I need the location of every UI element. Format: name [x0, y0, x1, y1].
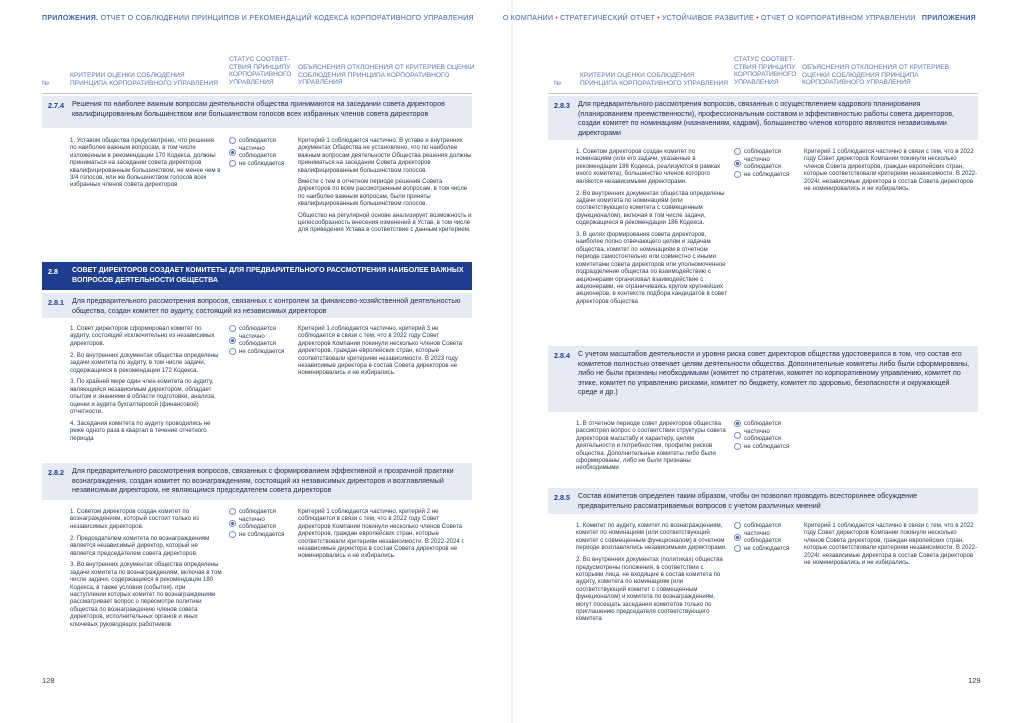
criteria-2-8-3: 1. Советом директоров создан комитет по номинациям (или его задачи, указанные в рекомендации 186 Кодекса, реализуются в рамках иного комитета), большинство членов которого являются независимыми директорами. 2. Во внутренних документах общества определены задачи комитета по номинациям (или соответствующего комитета с совмещенным функционалом), включая в том числе задачи, содержащиеся в рекомендации 186 Кодекса. 3. В целях формирования совета директоров, наиболее полно отвечающего целям и задачам общества, комитет по номинациям в отчетном периоде самостоятельно или совместно с иными комитетами совета директоров или уполномоченное подразделение общества по взаимодействию с акционерами организовал взаимодействие с акционерами, не ограничиваясь кругом крупнейших акционеров, в контексте подбора кандидатов в совет директоров общества: [576, 148, 728, 305]
radio-checked-icon: [229, 337, 236, 344]
running-head-title: ОТЧЕТ О СОБЛЮДЕНИИ ПРИНЦИПОВ И РЕКОМЕНДАЦИЙ КОДЕКСА КОРПОРАТИВНОГО УПРАВЛЕНИЯ: [100, 15, 474, 22]
criteria-2-8-5: 1. Комитет по аудиту, комитет по вознаграждениям, комитет по номинациям (или соответствующий комитет с совмещенным функционалом) в отчетном периоде возглавлялись независимыми директорами. 2. Во внутренних документах (политиках) общества предусмотрены положения, в соответствии с которыми лица, не входящие в состав комитета по аудиту, комитета по номинациям (или соответствующий комитет с совмещенным функционалом) и комитета по вознаграждениям, могут посещать заседания комитетов только по приглашению председателя соответствующего комитета: [576, 522, 727, 623]
col-header-criteria: КРИТЕРИИ ОЦЕНКИ СОБЛЮДЕНИЯ ПРИНЦИПА КОРПОРАТИВНОГО УПРАВЛЕНИЯ: [580, 72, 729, 87]
right-page: [502, 0, 1024, 723]
principle-row-2-8-2: [42, 463, 472, 500]
section-row-2-8: [42, 262, 472, 290]
principle-text: Для предварительного рассмотрения вопросов, связанных с осуществлением кадрового планирования (планированием преемственности), профессиональным составом и эффективностью работы совета директоров, создан комитет по номинациям (назначениям, кадрам), большинство членов которого являются независимыми директорами: [578, 100, 954, 137]
radio-icon: [734, 148, 741, 155]
header-rule: [548, 93, 978, 94]
principle-text: С учетом масштабов деятельности и уровня риска совет директоров общества удостоверился в том, что состав его комитетов полностью отвечает целям деятельности общества. Дополнительные комитеты либо были сформированы, либо не были признаны необходимыми (комитет по стратегии, комитет по корпоративному управлению, комитет по этике, комитет по управлению рисками, комитет по бюджету, комитет по здоровью, безопасности и окружающей среде и др.): [578, 350, 970, 397]
section-title: СОВЕТ ДИРЕКТОРОВ СОЗДАЕТ КОМИТЕТЫ ДЛЯ ПРЕДВАРИТЕЛЬНОГО РАССМОТРЕНИЯ НАИБОЛЕЕ ВАЖНЫХ ВОПРОСОВ ДЕЯТЕЛЬНОСТИ ОБЩЕСТВА: [72, 266, 464, 284]
principle-row-2-8-1: [42, 293, 472, 318]
header-rule: [42, 93, 472, 94]
page-number: 128: [42, 676, 55, 685]
radio-checked-icon: [734, 160, 741, 167]
status-option-partial: частично соблюдается: [229, 516, 295, 531]
explanation-2-8-5: Критерий 1 соблюдается частично в связи с тем, что в 2022 году Совет директоров Компании покинули несколько членов Совета директоров, граждан европейских стран, которые соответствовали критериям независимости. В 2022-2024г. независимые директора в состав Совета директоров не номинировались и не избирались.: [804, 522, 978, 567]
explanation-2-8-2: Критерий 1 соблюдается частично, критерий 2 не соблюдается в связи с тем, что в 2022 году Совет директоров Компании покинули несколько членов Совета директоров, граждан европейских стран, которые соответствовали критериям независимости. В 2022-2024 г. независимые директора в состав Совета директоров не номинировались и не избирались.: [298, 508, 465, 560]
status-option-complies: соблюдается: [229, 325, 295, 333]
radio-icon: [229, 348, 236, 355]
status-2-8-2: [229, 508, 295, 538]
status-2-7-4: [229, 137, 295, 167]
radio-icon: [734, 545, 741, 552]
status-option-not-complies: не соблюдается: [734, 443, 800, 451]
nav-appendices-active[interactable]: ПРИЛОЖЕНИЯ: [921, 15, 976, 22]
principle-text: Решения по наиболее важным вопросам деятельности общества принимаются на заседании совета директоров квалифицированным большинством или большинством голосов всех избранных членов совета директоров: [72, 100, 445, 118]
col-header-num: №: [554, 80, 562, 87]
radio-icon: [229, 531, 236, 538]
status-option-partial: частично соблюдается: [229, 145, 295, 160]
running-head-section: ПРИЛОЖЕНИЯ.: [42, 15, 99, 22]
explanation-2-8-3: Критерий 1 соблюдается частично в связи с тем, что в 2022 году Совет директоров Компании покинули несколько членов Совета директоров, граждан европейских стран, которые соответствовали критериям независимости. В 2022-2024г. независимые директора в состав Совета директоров не номинировались и не избирались.: [804, 148, 978, 193]
principle-row-2-8-5: [548, 488, 978, 514]
nav-about[interactable]: О КОМПАНИИ: [502, 15, 554, 22]
radio-checked-icon: [229, 149, 236, 156]
running-head-nav: О КОМПАНИИ • СТРАТЕГИЧЕСКИЙ ОТЧЕТ • УСТОЙЧИВОЕ РАЗВИТИЕ • ОТЧЕТ О КОРПОРАТИВНОМ УПРАВЛЕНИИ ПРИЛОЖЕНИЯ: [502, 15, 976, 22]
status-option-partial: частично соблюдается: [229, 333, 295, 348]
principle-row-2-8-4: [548, 346, 978, 412]
radio-checked-icon: [734, 534, 741, 541]
status-option-partial: частично соблюдается: [734, 156, 800, 171]
nav-strategic-report[interactable]: СТРАТЕГИЧЕСКИЙ ОТЧЕТ: [560, 15, 656, 22]
status-option-complies: соблюдается: [734, 522, 800, 530]
radio-icon: [734, 171, 741, 178]
status-option-not-complies: не соблюдается: [229, 348, 295, 356]
col-header-num: №: [42, 80, 50, 87]
status-option-complies: соблюдается: [734, 420, 800, 428]
col-header-status: СТАТУС СООТВЕТ-СТВИЯ ПРИНЦИПУ КОРПОРАТИВНОГО УПРАВЛЕНИЯ: [229, 56, 292, 86]
principle-number: 2.8.3: [554, 101, 570, 110]
nav-governance-report[interactable]: ОТЧЕТ О КОРПОРАТИВНОМ УПРАВЛЕНИИ: [760, 15, 916, 22]
radio-icon: [229, 160, 236, 167]
radio-icon: [734, 432, 741, 439]
status-option-not-complies: не соблюдается: [734, 545, 800, 553]
col-header-explanation: ОБЪЯСНЕНИЯ ОТКЛОНЕНИЯ ОТ КРИТЕРИЕВ ОЦЕНКИ СОБЛЮДЕНИЯ ПРИНЦИПА КОРПОРАТИВНОГО УПРАВЛЕНИЯ: [298, 64, 475, 86]
status-2-8-5: [734, 522, 800, 552]
principle-number: 2.8.4: [554, 351, 570, 360]
radio-icon: [734, 522, 741, 529]
radio-icon: [229, 508, 236, 515]
principle-number: 2.7.4: [48, 101, 64, 110]
col-header-criteria: КРИТЕРИИ ОЦЕНКИ СОБЛЮДЕНИЯ ПРИНЦИПА КОРПОРАТИВНОГО УПРАВЛЕНИЯ: [70, 72, 219, 87]
status-option-not-complies: не соблюдается: [734, 171, 800, 179]
status-option-complies: соблюдается: [734, 148, 800, 156]
status-option-not-complies: не соблюдается: [229, 531, 295, 539]
explanation-2-7-4: Критерий 1 соблюдается частично. В уставе и внутренних документах Общества не установлено, что по наиболее важным вопросам деятельности Общества решения должны приниматься на заседании Совета директоров квалифицированным большинством голосов. Вместе с тем в отчетном периоде решения Совета директоров по всем рассмотренным вопросам, в том числе по наиболее важным вопросам, были приняты квалифицированным большинством голосов. Общество на регулярной основе анализирует возможность и целесообразность внесения изменений в Устав, в том числе для приведения Устава в соответствие с данным критерием.: [298, 137, 472, 234]
principle-number: 2.8.1: [48, 298, 64, 307]
status-option-complies: соблюдается: [229, 137, 295, 145]
radio-icon: [229, 325, 236, 332]
principle-row-2-8-3: [548, 96, 978, 140]
criterion-item: 1. Уставом общества предусмотрено, что решения по наиболее важным вопросам, в том числе изложенным в рекомендации 170 Кодекса, должны приниматься на заседании совета директоров квалифицированным большинством, не менее чем в 3/4 голосов, или же большинством голосов всех избранных членов совета директоров: [70, 137, 221, 189]
principle-text: Состав комитетов определен таким образом, чтобы он позволял проводить всестороннее обсуждение предварительно рассматриваемых вопросов с учетом различных мнений: [578, 492, 918, 510]
criteria-2-8-1: 1. Совет директоров сформировал комитет по аудиту, состоящий исключительно из независимых директоров. 2. Во внутренних документах общества определены задачи комитета по аудиту, в том числе задачи, содержащиеся в рекомендации 172 Кодекса. 3. По крайней мере один член комитета по аудиту, являющийся независимым директором, обладает опытом и знаниями в области подготовки, анализа, оценки и аудита бухгалтерской (финансовой) отчетности. 4. Заседания комитета по аудиту проводились не реже одного раза в квартал в течение отчетного периода: [70, 325, 219, 442]
explanation-2-8-1: Критерий 1 соблюдается частично, критерий 3 не соблюдается в связи с тем, что в 2022 году Совет директоров Компании покинули несколько членов Совета директоров, граждан европейских стран, которые соответствовали критериям независимости. В 2023 году независимые директора в состав Совета директоров не номинировались и не избирались.: [298, 325, 463, 377]
principle-number: 2.8.2: [48, 468, 64, 477]
nav-sustainability[interactable]: УСТОЙЧИВОЕ РАЗВИТИЕ: [661, 15, 755, 22]
criteria-2-8-4: 1. В отчетном периоде совет директоров общества рассмотрел вопрос о соответствии структуры совета директоров масштабу и характеру, целям деятельности и потребностям, профилю рисков общества. Дополнительные комитеты либо были сформированы, либо не были признаны необходимыми: [576, 420, 726, 472]
running-head: [42, 15, 474, 22]
criteria-2-8-2: 1. Советом директоров создан комитет по вознаграждениям, который состоит только из независимых директоров. 2. Председателем комитета по вознаграждениям является независимый директор, который не является председателем совета директоров. 3. Во внутренних документах общества определены задачи комитета по вознаграждениям, включая в том числе задачи, содержащиеся в рекомендации 180 Кодекса, в также условия (события), при наступлении которых комитет по вознаграждениям рассматривает вопрос о пересмотре политики общества по вознаграждению членов совета директоров, исполнительных органов и иных ключевых руководящих работников: [70, 508, 222, 628]
radio-checked-icon: [734, 420, 741, 427]
principle-number: 2.8.5: [554, 493, 570, 502]
status-option-partial: частично соблюдается: [734, 530, 800, 545]
radio-icon: [229, 137, 236, 144]
page-number: 129: [968, 676, 981, 685]
status-option-partial: частично соблюдается: [734, 428, 800, 443]
principle-text: Для предварительного рассмотрения вопросов, связанных с контролем за финансово-хозяйственной деятельностью общества, создан комитет по аудиту, состоящий из независимых директоров: [72, 297, 461, 315]
radio-icon: [734, 443, 741, 450]
status-2-8-4: [734, 420, 800, 450]
section-number: 2.8: [48, 267, 58, 276]
col-header-explanation: ОБЪЯСНЕНИЯ ОТКЛОНЕНИЯ ОТ КРИТЕРИЕВ ОЦЕНКИ СОБЛЮДЕНИЯ ПРИНЦИПА КОРПОРАТИВНОГО УПРАВЛЕНИЯ: [802, 64, 950, 86]
principle-row-2-7-4: [42, 96, 472, 128]
criteria-2-7-4: [70, 137, 222, 193]
col-header-status: СТАТУС СООТВЕТ-СТВИЯ ПРИНЦИПУ КОРПОРАТИВНОГО УПРАВЛЕНИЯ: [734, 56, 797, 86]
status-2-8-1: [229, 325, 295, 355]
principle-text: Для предварительного рассмотрения вопросов, связанных с формированием эффективной и прозрачной практики вознаграждения, создан комитет по вознаграждениям, состоящий из независимых директоров и возглавляемый независимым директором, не являющимся председателем совета директоров: [72, 467, 454, 495]
status-2-8-3: [734, 148, 800, 178]
radio-checked-icon: [229, 520, 236, 527]
status-option-complies: соблюдается: [229, 508, 295, 516]
status-option-not-complies: не соблюдается: [229, 160, 295, 168]
